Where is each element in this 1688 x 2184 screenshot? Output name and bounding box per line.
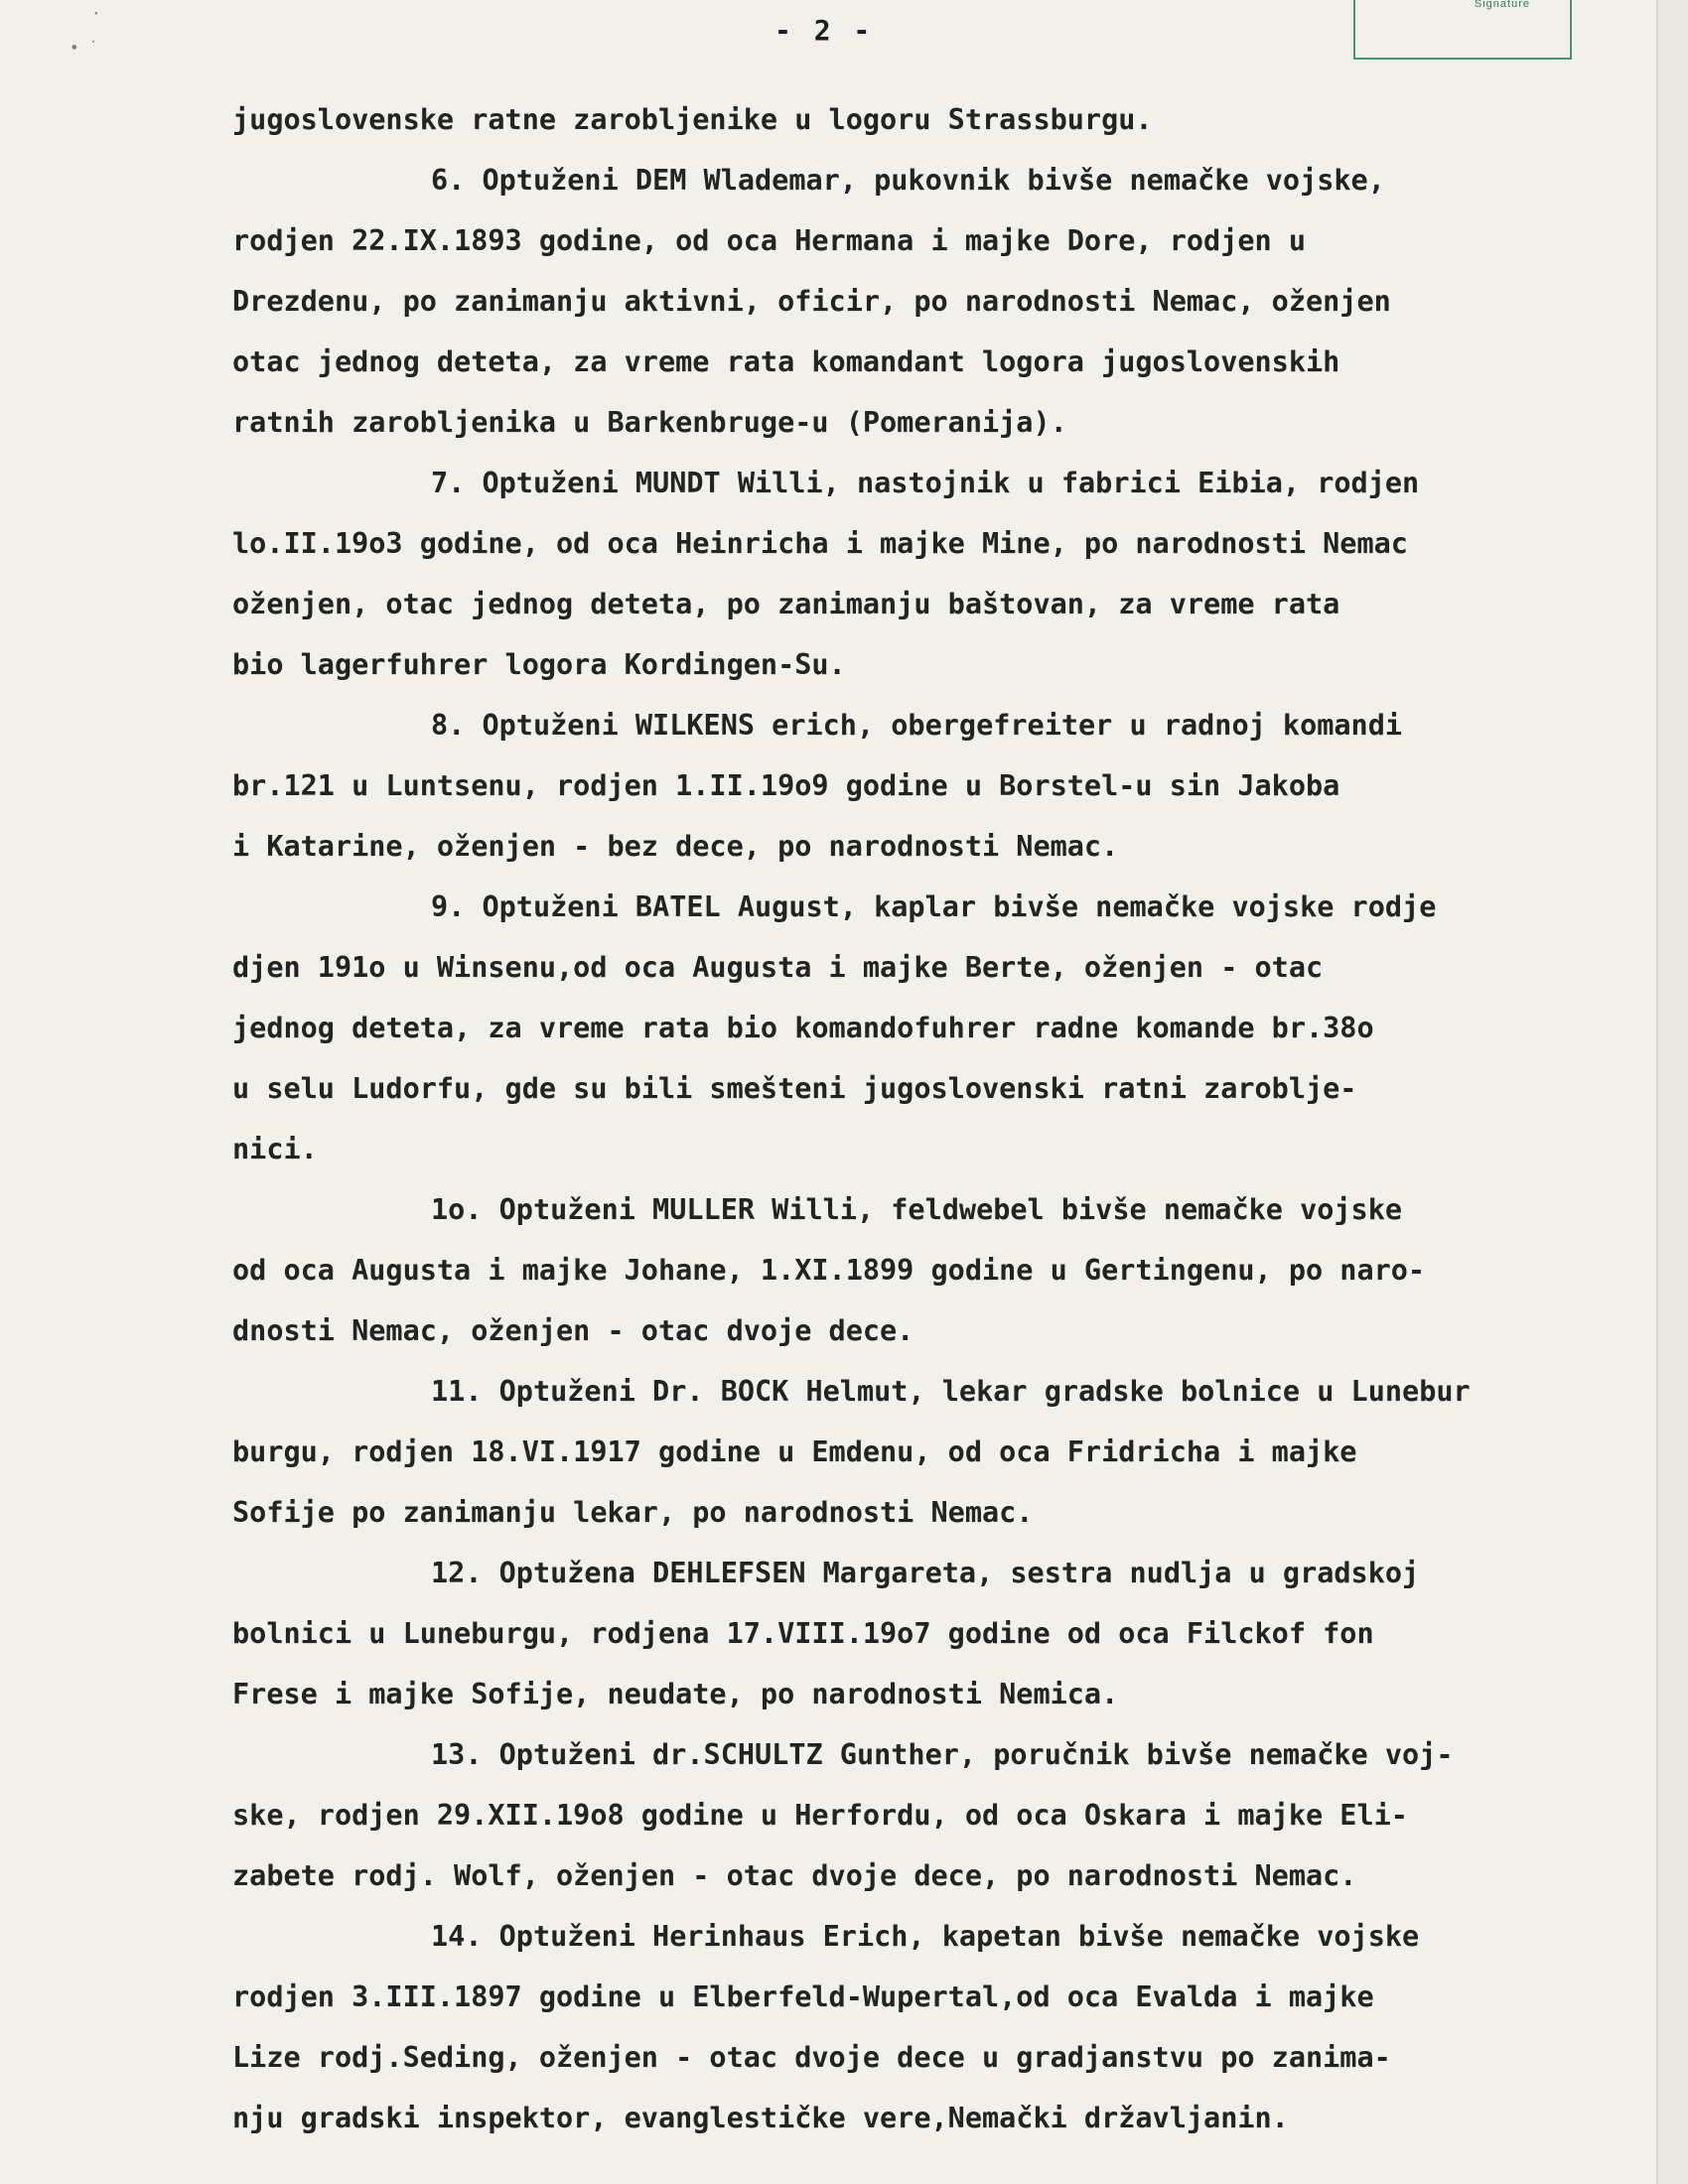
text-line: u selu Ludorfu, gde su bili smešteni jugoslovenski ratni zarobljе- bbox=[232, 1072, 1357, 1105]
text-line: lo.II.19o3 godine, od oca Heinricha i majke Mine, po narodnosti Nemac bbox=[232, 527, 1408, 560]
text-line: br.121 u Luntsenu, rodjen 1.II.19o9 godine u Borstel-u sin Jakoba bbox=[232, 769, 1340, 802]
paragraph-first-line: 13. Optuženi dr.SCHULTZ Gunther, poručnik bivše nemačke voj- bbox=[431, 1738, 1454, 1771]
paragraph-first-line: 8. Optuženi WILKENS erich, obergefreiter u radnoj komandi bbox=[431, 709, 1403, 742]
paragraph-first-line: 9. Optuženi BATEL August, kaplar bivše nemačke vojske rodje bbox=[431, 890, 1437, 923]
text-line: nici. bbox=[232, 1133, 318, 1165]
text-line: bolnici u Luneburgu, rodjena 17.VIII.19o7 godine od oca Filckof fon bbox=[232, 1617, 1374, 1650]
text-line: nju gradski inspektor, evanglestičke vere,Nemački državljanin. bbox=[232, 2102, 1289, 2134]
text-line: bio lagerfuhrer logora Kordingen-Su. bbox=[232, 648, 846, 681]
text-line: otac jednog deteta, za vreme rata komandant logora jugoslovenskih bbox=[232, 345, 1340, 378]
text-line: od oca Augusta i majke Johane, 1.XI.1899 godine u Gertingenu, po naro- bbox=[232, 1254, 1426, 1287]
text-line: oženjen, otac jednog deteta, po zanimanju baštovan, za vreme rata bbox=[232, 588, 1340, 620]
paragraph-first-line: 1o. Optuženi MULLER Willi, feldwebel bivše nemačke vojske bbox=[431, 1193, 1403, 1226]
text-line: jednog deteta, za vreme rata bio komandofuhrer radne komande br.38o bbox=[232, 1012, 1374, 1044]
paragraph-first-line: 6. Optuženi DEM Wlademar, pukovnik bivše nemačke vojske, bbox=[431, 164, 1385, 197]
text-line: Drezdenu, po zanimanju aktivni, oficir, po narodnosti Nemac, oženjen bbox=[232, 285, 1391, 318]
text-line: ske, rodjen 29.XII.19o8 godine u Herfordu, od oca Oskara i majke Eli- bbox=[232, 1799, 1408, 1832]
text-line: i Katarine, oženjen - bez dece, po narodnosti Nemac. bbox=[232, 830, 1119, 863]
text-line: rodjen 3.III.1897 godine u Elberfeld-Wupertal,od oca Evalda i majke bbox=[232, 1980, 1374, 2013]
margin-mark: ∙ ˙ bbox=[70, 38, 98, 57]
text-line: Sofije po zanimanju lekar, po narodnosti Nemac. bbox=[232, 1496, 1034, 1529]
paragraph-first-line: 7. Optuženi MUNDT Willi, nastojnik u fabrici Eibia, rodjen bbox=[431, 467, 1420, 499]
text-line: ratnih zarobljenika u Barkenbruge-u (Pomeranija). bbox=[232, 406, 1067, 439]
document-body bbox=[232, 89, 1652, 2148]
text-line: dnosti Nemac, oženjen - otac dvoje dece. bbox=[232, 1314, 914, 1347]
paragraph-first-line: 11. Optuženi Dr. BOCK Helmut, lekar gradske bolnice u Lunebur bbox=[431, 1375, 1471, 1408]
text-line: rodjen 22.IX.1893 godine, od oca Hermana i majke Dore, rodjen u bbox=[232, 224, 1306, 257]
text-line: zabete rodj. Wolf, oženjen - otac dvoje dece, po narodnosti Nemac. bbox=[232, 1859, 1357, 1892]
paragraph-first-line: 12. Optužena DEHLEFSEN Margareta, sestra nudlja u gradskoj bbox=[431, 1557, 1420, 1589]
margin-mark: · bbox=[91, 4, 101, 23]
text-line: djen 191o u Winsenu,od oca Augusta i majke Berte, oženjen - otac bbox=[232, 951, 1324, 984]
page-number: - 2 - bbox=[774, 14, 874, 47]
text-line: Frese i majke Sofije, neudate, po narodnosti Nemica. bbox=[232, 1678, 1119, 1710]
text-line: Lize rodj.Seding, oženjen - otac dvoje dece u gradjanstvu po zanima- bbox=[232, 2041, 1391, 2074]
stamp-box bbox=[1353, 0, 1572, 60]
text-line: burgu, rodjen 18.VI.1917 godine u Emdenu, od oca Fridricha i majke bbox=[232, 1435, 1357, 1468]
text-line: jugoslovenske ratne zarobljenike u logoru Strassburgu. bbox=[232, 103, 1153, 136]
paragraph-first-line: 14. Optuženi Herinhaus Erich, kapetan bivše nemačke vojske bbox=[431, 1920, 1420, 1953]
stamp-label: Signature bbox=[1474, 0, 1530, 10]
